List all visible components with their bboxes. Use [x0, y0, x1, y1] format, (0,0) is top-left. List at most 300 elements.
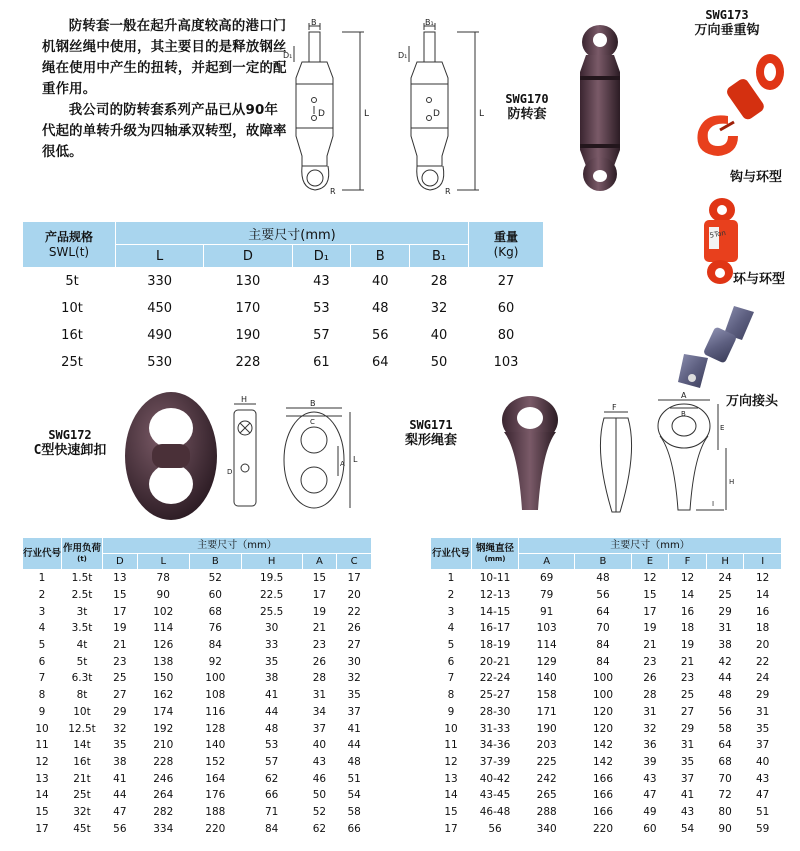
table171-cell: 166	[592, 805, 614, 818]
table171-cell: 17	[444, 822, 458, 835]
table172-cell: 7	[38, 672, 46, 685]
table171-cell: 3	[447, 605, 455, 618]
table172-cell: 126	[153, 639, 174, 652]
table172-col-d: D	[103, 554, 138, 570]
table172-col-a: A	[302, 554, 337, 570]
table172-col-l: L	[137, 554, 189, 570]
table172-cell: 8t	[76, 689, 88, 702]
main_table-cell: 490	[147, 328, 173, 343]
dim-i-label: I	[712, 500, 715, 508]
table172-cell: 76	[208, 622, 222, 635]
table171-cell: 17	[643, 605, 657, 618]
head-swl-label: SWL(t)	[48, 244, 90, 259]
main_table-cell: 5t	[65, 274, 79, 289]
table172-cell: 10t	[73, 705, 91, 718]
table172-cell: 43	[312, 755, 327, 768]
table172-cell: 21	[113, 639, 127, 652]
table171-cell: 14	[444, 789, 458, 802]
table171-cell: 16	[680, 605, 695, 618]
table172-col-c: C	[337, 554, 372, 570]
intro-text	[42, 16, 287, 163]
dim-d-label: D	[318, 109, 325, 119]
main_table-cell: 330	[147, 274, 173, 289]
table172-cell: 4	[38, 622, 46, 635]
table172-cell: 282	[153, 805, 174, 818]
table172-cell: 84	[264, 822, 279, 835]
dim-a-label-2: A	[681, 392, 687, 400]
main_table-cell: 40	[371, 274, 389, 289]
table172-cell: 5t	[76, 655, 88, 668]
table171-cell: 22	[756, 655, 770, 668]
table171-cell: 26	[643, 672, 657, 685]
table172-cell: 228	[153, 755, 174, 768]
table171-cell: 20	[756, 639, 770, 652]
dim-b-label: B	[311, 18, 317, 27]
table171-cell: 43	[756, 772, 770, 785]
table172-row	[23, 620, 372, 637]
table172-cell: 62	[264, 772, 279, 785]
table172-cell: 220	[205, 822, 226, 835]
table172-row	[23, 754, 372, 771]
table172-cell: 210	[153, 739, 174, 752]
table172-cell: 150	[153, 672, 174, 685]
table171-cell: 19	[680, 639, 695, 652]
dim-d1-label: D₁	[283, 51, 293, 60]
table171-row	[431, 704, 782, 721]
table171-cell: 31	[643, 705, 657, 718]
table171-cell: 69	[539, 572, 554, 585]
hook-ring-label: 钩与环型	[730, 170, 783, 185]
ring-ring-label: 环与环型	[733, 272, 786, 287]
shackle-spec-table	[22, 537, 372, 837]
table172-cell: 3.5t	[71, 622, 93, 635]
table171-cell: 31-33	[479, 722, 511, 735]
table172-cell: 32	[113, 722, 127, 735]
t171-head-wire	[472, 538, 519, 570]
swg170-swivel-photo	[560, 20, 640, 195]
table171-cell: 100	[592, 672, 614, 685]
table172-cell: 13	[113, 572, 127, 585]
table171-cell: 72	[718, 789, 732, 802]
table171-cell: 37	[756, 739, 770, 752]
table172-cell: 174	[153, 705, 174, 718]
table172-cell: 20	[347, 589, 361, 602]
table172-cell: 32	[347, 672, 361, 685]
table172-cell: 21	[312, 622, 327, 635]
table171-cell: 10-11	[479, 572, 511, 585]
table171-cell: 11	[444, 739, 458, 752]
table172-cell: 41	[264, 689, 279, 702]
table171-cell: 91	[539, 605, 554, 618]
table171-cell: 21	[643, 639, 657, 652]
table171-cell: 15	[444, 805, 458, 818]
table172-cell: 50	[312, 789, 327, 802]
dim-b1-label: B₁	[425, 18, 434, 27]
table171-cell: 40-42	[479, 772, 511, 785]
table172-cell: 17	[312, 589, 327, 602]
table172-cell: 41	[113, 772, 127, 785]
table172-cell: 100	[205, 672, 226, 685]
table172-cell: 46	[312, 772, 327, 785]
table171-cell: 70	[718, 772, 732, 785]
table171-row	[431, 754, 782, 771]
table171-row	[431, 687, 782, 704]
table172-cell: 1.5t	[71, 572, 93, 585]
table171-cell: 56	[488, 822, 502, 835]
col-b: B	[351, 245, 410, 268]
table172-cell: 35	[264, 655, 279, 668]
table171-cell: 129	[536, 655, 557, 668]
col-d1: D₁	[292, 245, 351, 268]
dim-l-label-3: L	[353, 455, 358, 464]
swivel-technical-drawing-2	[395, 18, 495, 198]
table172-cell: 23	[312, 639, 327, 652]
table172-row	[23, 820, 372, 837]
table171-cell: 12	[756, 572, 770, 585]
table171-row	[431, 603, 782, 620]
table171-cell: 34-36	[479, 739, 511, 752]
table171-cell: 25	[680, 689, 695, 702]
table172-cell: 92	[208, 655, 222, 668]
table172-cell: 53	[264, 739, 279, 752]
table171-cell: 12	[680, 572, 695, 585]
swg173-code: SWG173	[705, 8, 749, 22]
table172-cell: 10	[35, 722, 49, 735]
table172-cell: 138	[153, 655, 174, 668]
table171-row	[431, 804, 782, 821]
table171-cell: 29	[756, 689, 770, 702]
table171-cell: 31	[756, 705, 770, 718]
table172-cell: 15	[113, 589, 127, 602]
table171-cell: 40	[756, 755, 770, 768]
table171-cell: 14	[756, 589, 770, 602]
table172-row	[23, 787, 372, 804]
main_table-row	[23, 322, 544, 349]
head-dims: 主要尺寸(mm)	[116, 222, 469, 245]
table171-cell: 100	[592, 689, 614, 702]
table171-cell: 142	[592, 755, 614, 768]
table171-cell: 14-15	[479, 605, 511, 618]
swg171-name: 梨形绳套	[404, 433, 457, 448]
t172-head-load-unit: (t)	[77, 554, 87, 563]
head-weight	[469, 222, 544, 268]
col-b1: B₁	[410, 245, 469, 268]
table171-cell: 35	[680, 755, 695, 768]
swivel-technical-drawing-1	[280, 18, 380, 198]
table172-cell: 35	[113, 739, 127, 752]
table172-cell: 37	[347, 705, 361, 718]
table171-col-h: H	[706, 554, 744, 570]
swg172-name: C型快速卸扣	[33, 443, 107, 458]
table171-row	[431, 653, 782, 670]
swg172-shackle-photo	[116, 386, 226, 526]
dim-r-label: R	[330, 187, 336, 196]
table171-cell: 18	[756, 622, 770, 635]
table172-cell: 14t	[73, 739, 91, 752]
table172-cell: 25.5	[259, 605, 284, 618]
table172-cell: 44	[264, 705, 279, 718]
table171-cell: 16-17	[479, 622, 511, 635]
table171-cell: 54	[680, 822, 695, 835]
table172-cell: 2.5t	[71, 589, 93, 602]
table172-cell: 48	[264, 722, 279, 735]
main_table-row	[23, 295, 544, 322]
table171-col-e: E	[631, 554, 669, 570]
table172-cell: 188	[205, 805, 226, 818]
table172-cell: 17	[35, 822, 49, 835]
dim-e-label: E	[720, 424, 725, 432]
table172-cell: 32t	[73, 805, 91, 818]
table172-cell: 58	[347, 805, 361, 818]
table172-cell: 38	[264, 672, 279, 685]
table171-cell: 203	[536, 739, 557, 752]
table172-cell: 15	[312, 572, 327, 585]
intro-paragraph-1: 防转套一般在起升高度较高的港口门机钢丝绳中使用，其主要目的是释放钢丝绳在使用中产生的扭转，并起到一定的配重作用。	[42, 19, 287, 97]
dim-h-label: H	[241, 396, 248, 404]
table171-cell: 142	[592, 739, 614, 752]
dim-h-label-2: H	[729, 478, 735, 486]
table171-cell: 171	[536, 705, 557, 718]
table172-row	[23, 637, 372, 654]
table171-cell: 90	[718, 822, 732, 835]
table172-cell: 30	[347, 655, 361, 668]
table171-cell: 46-48	[479, 805, 511, 818]
table171-cell: 21	[680, 655, 695, 668]
table171-cell: 84	[596, 639, 610, 652]
table172-cell: 162	[153, 689, 174, 702]
table171-cell: 70	[596, 622, 610, 635]
main_table-row	[23, 268, 544, 296]
table171-cell: 6	[447, 655, 455, 668]
table172-cell: 23	[113, 655, 127, 668]
swg170-name: 防转套	[507, 107, 547, 122]
table171-col-f: F	[669, 554, 707, 570]
table171-cell: 64	[718, 739, 732, 752]
t172-head-load	[62, 538, 103, 570]
table172-row	[23, 570, 372, 587]
table172-cell: 140	[205, 739, 226, 752]
col-d: D	[204, 245, 292, 268]
table171-cell: 42	[718, 655, 732, 668]
table171-cell: 166	[592, 789, 614, 802]
table172-cell: 13	[35, 772, 49, 785]
table171-row	[431, 820, 782, 837]
table171-cell: 27	[680, 705, 695, 718]
table172-cell: 5	[38, 639, 46, 652]
table171-cell: 4	[447, 622, 455, 635]
table171-cell: 43	[680, 805, 695, 818]
swg172-label	[30, 428, 110, 458]
table171-cell: 59	[756, 822, 770, 835]
table172-cell: 22.5	[259, 589, 284, 602]
table171-cell: 29	[680, 722, 695, 735]
main_table-cell: 16t	[61, 328, 83, 343]
table171-cell: 25	[718, 589, 732, 602]
table171-cell: 35	[756, 722, 770, 735]
table172-cell: 54	[347, 789, 361, 802]
table172-cell: 60	[208, 589, 222, 602]
t172-head-dims: 主要尺寸（mm）	[103, 538, 372, 554]
table171-cell: 2	[447, 589, 455, 602]
table171-cell: 31	[680, 739, 695, 752]
table172-cell: 15	[35, 805, 49, 818]
table171-cell: 103	[536, 622, 557, 635]
table172-cell: 102	[153, 605, 174, 618]
dim-d-label-3: D	[227, 468, 233, 476]
table171-cell: 8	[447, 689, 455, 702]
table172-cell: 30	[264, 622, 279, 635]
socket-spec-table	[430, 537, 782, 837]
table172-cell: 14	[35, 789, 49, 802]
table171-cell: 166	[592, 772, 614, 785]
table171-cell: 5	[447, 639, 455, 652]
table172-cell: 27	[113, 689, 127, 702]
table171-cell: 23	[680, 672, 695, 685]
table171-col-i: I	[744, 554, 782, 570]
table172-cell: 22	[347, 605, 361, 618]
table172-cell: 41	[347, 722, 361, 735]
table171-cell: 68	[718, 755, 732, 768]
table172-cell: 27	[347, 639, 361, 652]
table172-cell: 66	[347, 822, 361, 835]
table171-cell: 28-30	[479, 705, 511, 718]
swivel-spec-table	[22, 221, 544, 376]
table171-cell: 79	[539, 589, 554, 602]
table171-cell: 12	[444, 755, 458, 768]
table171-row	[431, 770, 782, 787]
table172-cell: 25t	[73, 789, 91, 802]
table172-row	[23, 670, 372, 687]
table171-row	[431, 720, 782, 737]
main_table-cell: 40	[430, 328, 448, 343]
table171-cell: 84	[596, 655, 610, 668]
table172-cell: 21t	[73, 772, 91, 785]
dim-l-label: L	[364, 109, 370, 119]
main_table-cell: 56	[371, 328, 389, 343]
table172-cell: 6.3t	[71, 672, 93, 685]
table171-cell: 47	[643, 789, 657, 802]
table171-cell: 10	[444, 722, 458, 735]
table171-cell: 242	[536, 772, 557, 785]
decal-text: 5Ton	[709, 228, 727, 240]
swg171-technical-drawing	[586, 392, 746, 522]
table172-cell: 52	[312, 805, 327, 818]
table171-cell: 288	[536, 805, 557, 818]
table171-cell: 14	[680, 589, 695, 602]
swg171-label	[396, 418, 466, 448]
t171-head-dims: 主要尺寸（mm）	[519, 538, 782, 554]
table171-cell: 41	[680, 789, 695, 802]
table171-cell: 24	[718, 572, 732, 585]
dim-l-label-2: L	[479, 109, 485, 119]
table172-cell: 45t	[73, 822, 91, 835]
dim-b-label-4: B	[681, 410, 686, 418]
table172-cell: 11	[35, 739, 49, 752]
dim-f-label: F	[612, 403, 617, 412]
main_table-cell: 25t	[61, 355, 83, 370]
main_table-cell: 27	[497, 274, 515, 289]
table172-cell: 37	[312, 722, 327, 735]
table171-cell: 38	[718, 639, 732, 652]
main_table-cell: 53	[313, 301, 330, 316]
table172-cell: 128	[205, 722, 226, 735]
table171-cell: 43-45	[479, 789, 511, 802]
table171-cell: 9	[447, 705, 455, 718]
main_table-cell: 28	[430, 274, 448, 289]
table171-cell: 225	[536, 755, 557, 768]
table172-cell: 51	[347, 772, 361, 785]
table172-cell: 4t	[76, 639, 88, 652]
main_table-cell: 60	[497, 301, 515, 316]
table172-cell: 84	[208, 639, 222, 652]
table172-cell: 9	[38, 705, 46, 718]
table171-row	[431, 570, 782, 587]
table171-cell: 23	[643, 655, 657, 668]
table171-cell: 47	[756, 789, 770, 802]
table172-cell: 12.5t	[68, 722, 96, 735]
dim-d1-label-2: D₁	[398, 51, 408, 60]
table172-cell: 26	[347, 622, 361, 635]
table172-row	[23, 653, 372, 670]
table171-cell: 140	[536, 672, 557, 685]
main_table-cell: 80	[497, 328, 515, 343]
table172-cell: 19	[113, 622, 127, 635]
main_table-cell: 48	[371, 301, 389, 316]
table172-row	[23, 804, 372, 821]
main_table-cell: 170	[235, 301, 261, 316]
table172-cell: 176	[205, 789, 226, 802]
main_table-cell: 450	[147, 301, 173, 316]
table172-row	[23, 704, 372, 721]
table171-cell: 20-21	[479, 655, 511, 668]
table172-cell: 334	[153, 822, 174, 835]
swg173-hook-photo	[672, 50, 792, 165]
main_table-cell: 130	[235, 274, 261, 289]
table171-cell: 43	[643, 772, 657, 785]
table171-cell: 64	[596, 605, 610, 618]
dim-b-label-3: B	[310, 399, 316, 408]
table172-cell: 164	[205, 772, 226, 785]
table171-cell: 48	[718, 689, 732, 702]
main_table-cell: 228	[235, 355, 261, 370]
swg172-code: SWG172	[48, 428, 92, 442]
swg171-socket-photo	[490, 390, 570, 520]
table172-cell: 34	[312, 705, 327, 718]
table171-cell: 44	[718, 672, 732, 685]
table171-cell: 51	[756, 805, 770, 818]
dim-c-label: C	[310, 418, 315, 426]
table172-cell: 47	[113, 805, 127, 818]
universal-joint-label: 万向接头	[726, 394, 779, 409]
universal-joint-photo	[664, 300, 764, 395]
table171-cell: 37-39	[479, 755, 511, 768]
table172-cell: 114	[153, 622, 174, 635]
table172-cell: 152	[205, 755, 226, 768]
table171-cell: 18	[680, 622, 695, 635]
head-spec-label: 产品规格	[44, 229, 93, 244]
table172-cell: 6	[38, 655, 46, 668]
main_table-cell: 32	[430, 301, 448, 316]
table172-cell: 108	[205, 689, 226, 702]
table171-cell: 120	[592, 705, 614, 718]
table172-col-h: H	[241, 554, 302, 570]
table171-cell: 25-27	[479, 689, 511, 702]
table172-cell: 192	[153, 722, 174, 735]
table172-cell: 1	[38, 572, 46, 585]
main_table-cell: 103	[493, 355, 519, 370]
table171-cell: 56	[718, 705, 732, 718]
swg170-label	[497, 92, 557, 122]
